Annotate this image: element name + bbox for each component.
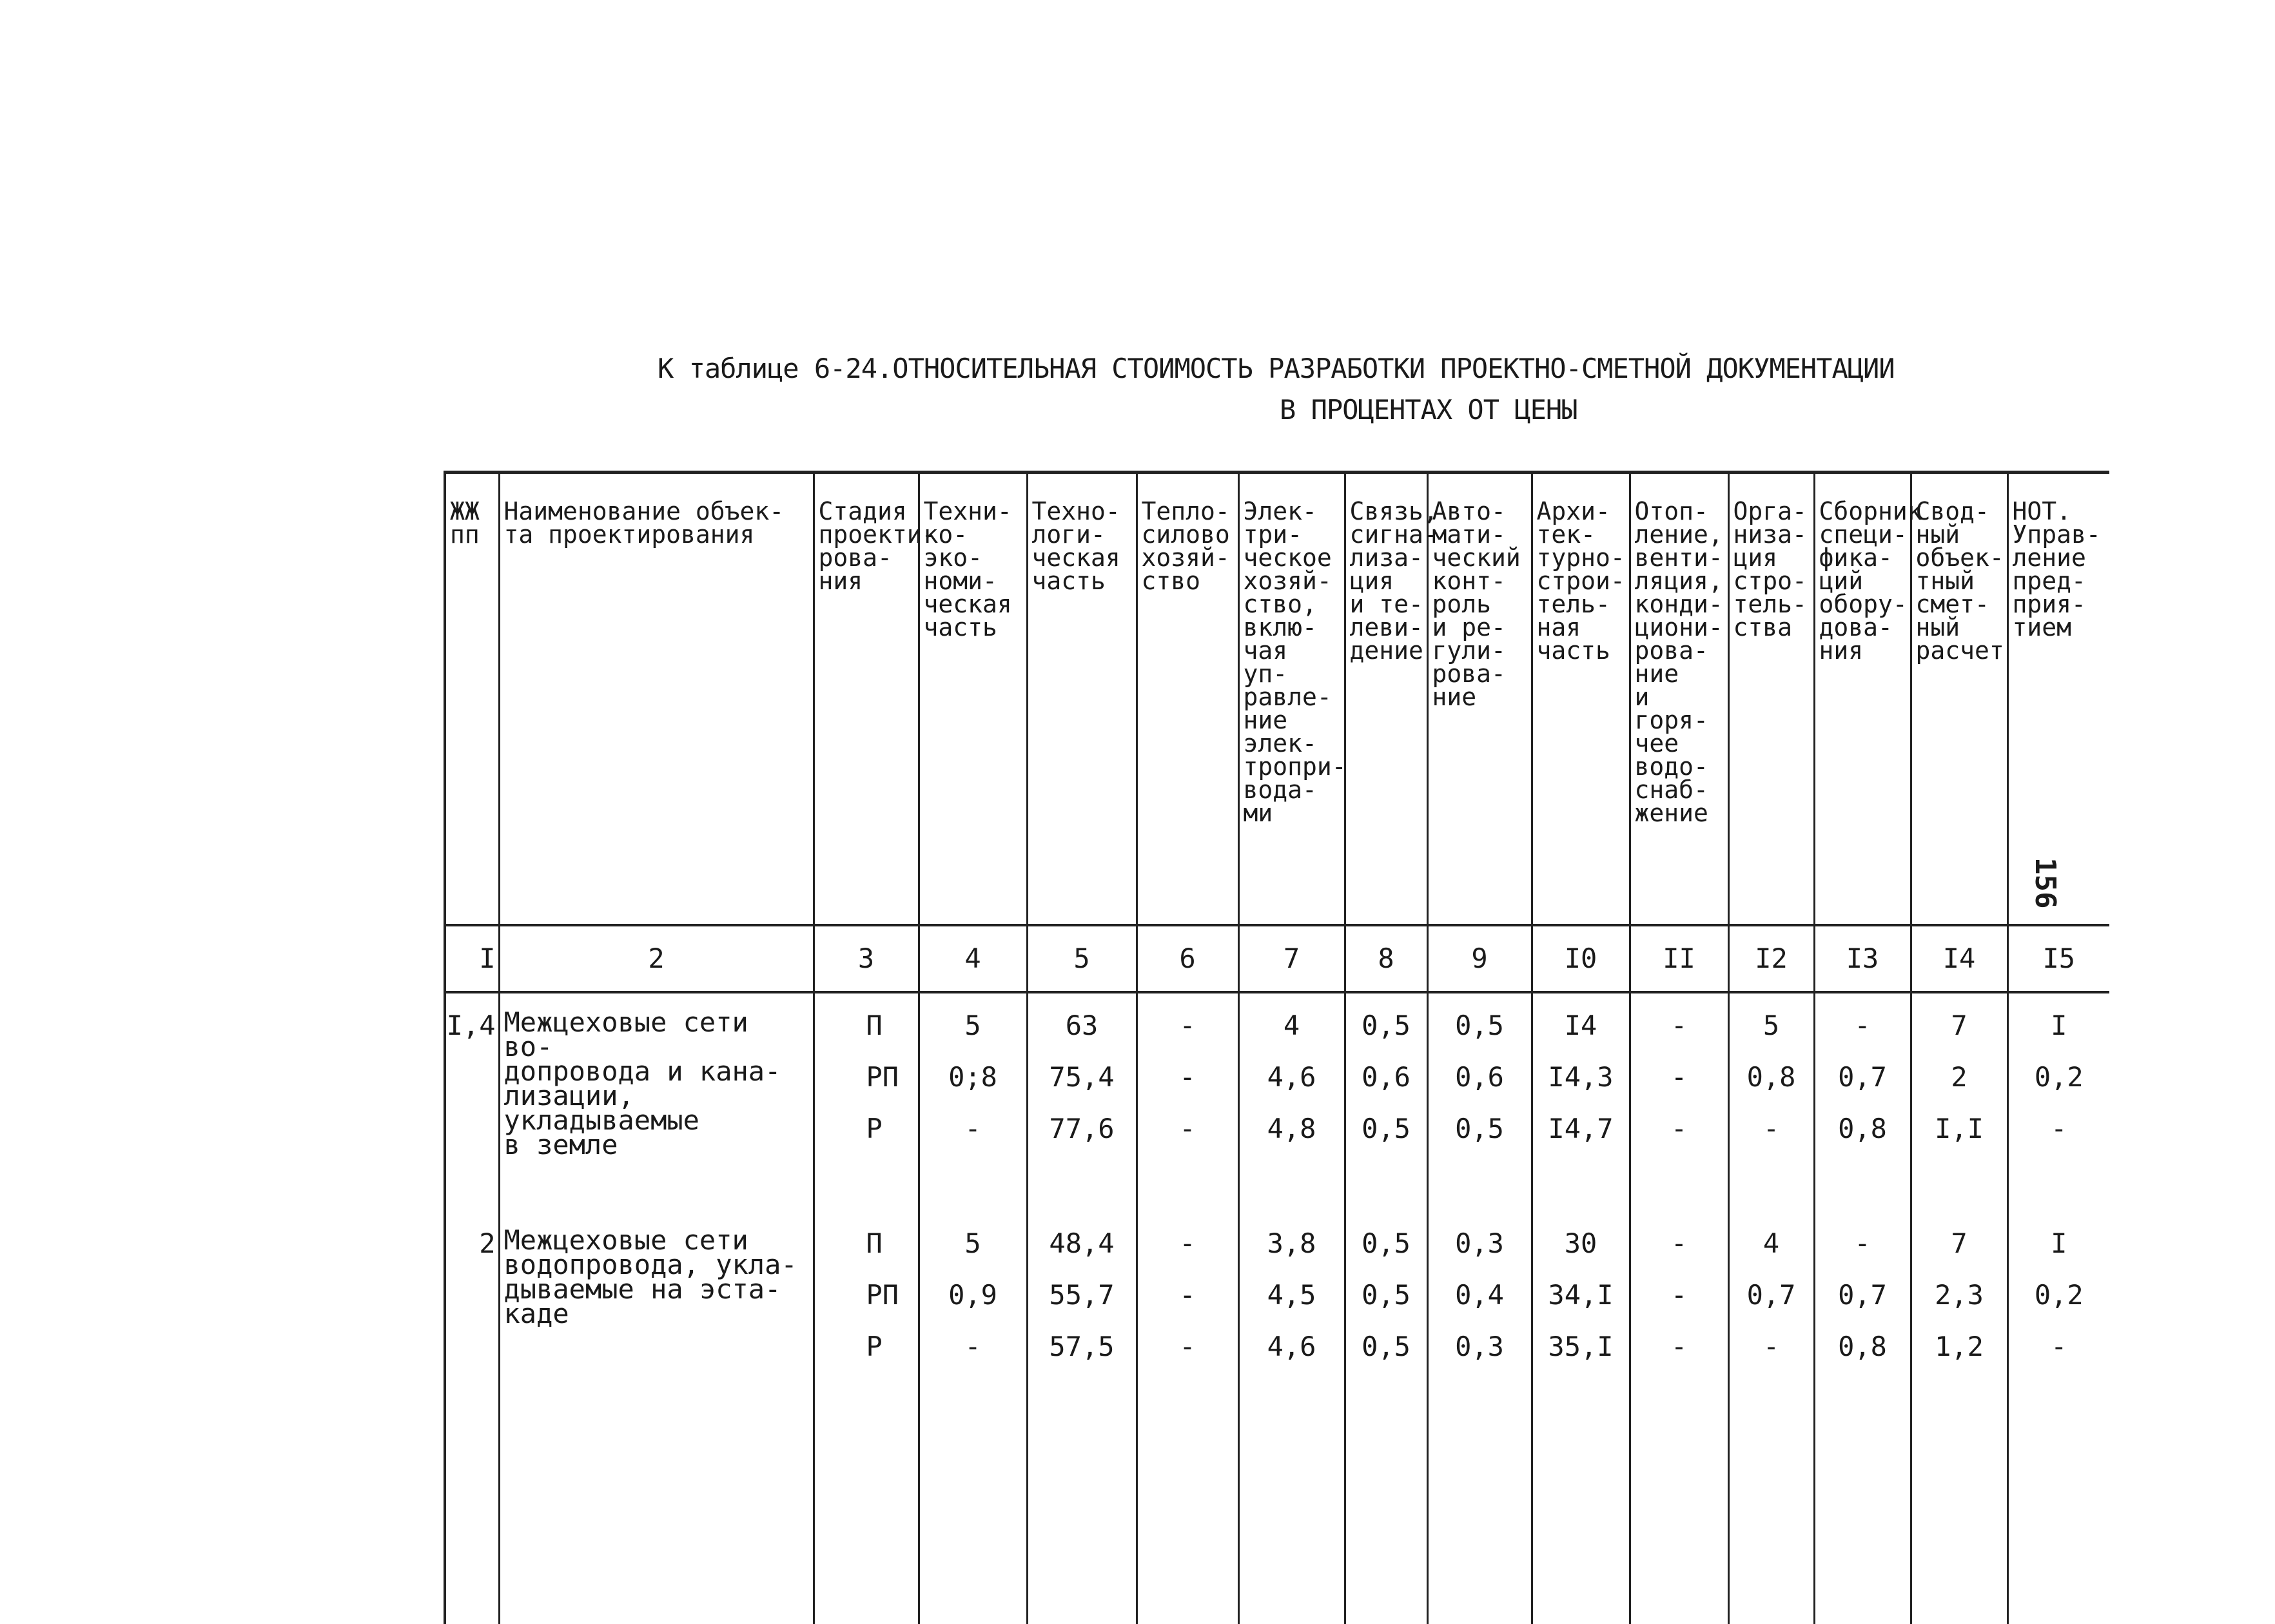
empty-cell [499,1431,814,1624]
cell-value: 3,8 [1267,1227,1316,1259]
column-header: Отоп- ление, венти- ляция, конди- циони- рова- ние и горя- чее водо- снаб- жение [1630,473,1728,925]
cell-value: 0,4 [1455,1278,1504,1311]
table-row [445,992,2109,1211]
cell-value: 4 [1762,1227,1780,1259]
cell-value: - [1179,1227,1196,1259]
cell-value: - [1670,1112,1688,1144]
cell-value: 0,7 [1838,1278,1887,1311]
value-cell [1427,992,1532,1211]
empty-cell [1238,1431,1345,1624]
object-name: Межцеховые сети во- допровода и кана- лизации, укладываемые в земле [499,992,814,1211]
column-header: Связь, сигна- лиза- ция и те- леви- дение [1345,473,1427,925]
column-number: I [445,925,499,992]
empty-cell [1630,1431,1728,1624]
cell-value: - [1179,1112,1196,1144]
column-number: I4 [1911,925,2007,992]
cell-value: 57,5 [1049,1330,1115,1362]
cell-value: 30 [1564,1227,1597,1259]
cell-value: 1,2 [1935,1330,1984,1362]
cell-value: - [1762,1330,1780,1362]
row-number: I,4 [445,992,499,1211]
cell-value: 2,3 [1935,1278,1984,1311]
empty-cell [919,1431,1027,1624]
value-cell [1027,1211,1137,1431]
table-row [445,1211,2109,1431]
cell-value: I4,3 [1548,1061,1614,1093]
stage-value: Р [866,1112,883,1144]
cell-value: - [1762,1112,1780,1144]
cell-value: I,I [1935,1112,1984,1144]
column-number-row [445,925,2109,992]
column-number: II [1630,925,1728,992]
cell-value: - [1670,1227,1688,1259]
empty-cell [1532,1431,1630,1624]
empty-cell [1728,1431,1814,1624]
column-header: Наименование объек- та проектирования [499,473,814,925]
cell-value: 0,5 [1362,1112,1411,1144]
cell-value: 0,3 [1455,1330,1504,1362]
cell-value: 35,I [1548,1330,1614,1362]
page-number: 156 [2029,857,2062,909]
cell-value: 7 [1951,1009,1967,1041]
value-cell [1728,992,1814,1211]
cell-value: - [1179,1009,1196,1041]
empty-cell [1137,1431,1238,1624]
column-header: Техно- логи- ческая часть [1027,473,1137,925]
empty-cell [1814,1431,1911,1624]
empty-cell [445,1431,499,1624]
value-cell [1427,1211,1532,1431]
cell-value: 77,6 [1049,1112,1115,1144]
cell-value: 0,7 [1838,1061,1887,1093]
cell-value: 2 [1951,1061,1967,1093]
value-cell [1238,992,1345,1211]
cell-value: 5 [964,1009,981,1041]
cell-value: - [1670,1009,1688,1041]
cell-value: - [1179,1278,1196,1311]
cell-value: 63 [1065,1009,1098,1041]
column-header: Орга- низа- ция стро- тель- ства [1728,473,1814,925]
value-cell [1345,1211,1427,1431]
stage-value: П [866,1009,883,1041]
cell-value: 48,4 [1049,1227,1115,1259]
table-filler-row [445,1431,2109,1624]
cell-value: 7 [1951,1227,1967,1259]
value-cell [2007,992,2109,1211]
column-number: I0 [1532,925,1630,992]
cost-table [444,471,2109,1624]
cell-value: 4,6 [1267,1061,1316,1093]
cell-value: 0,3 [1455,1227,1504,1259]
value-cell [1911,1211,2007,1431]
cell-value: - [964,1112,981,1144]
cell-value: 0,7 [1746,1278,1796,1311]
value-cell [1238,1211,1345,1431]
cell-value: - [1854,1009,1871,1041]
cell-value: 4,6 [1267,1330,1316,1362]
value-cell [1911,992,2007,1211]
column-header: Архи- тек- турно- строи- тель- ная часть [1532,473,1630,925]
cell-value: 4,5 [1267,1278,1316,1311]
empty-cell [1027,1431,1137,1624]
cell-value: - [964,1330,981,1362]
cell-value: 5 [964,1227,981,1259]
column-number: I5 [2007,925,2109,992]
cell-value: - [2051,1112,2067,1144]
column-header: Тепло- силово хозяй- ство [1137,473,1238,925]
stage-cell [814,992,919,1211]
cell-value: 0,5 [1362,1278,1411,1311]
cell-value: I4,7 [1548,1112,1614,1144]
column-header: Элек- три- ческое хозяй- ство, вклю- чая уп- равле- ние элек- тропри- вода- ми [1238,473,1345,925]
empty-cell [1427,1431,1532,1624]
column-number: 2 [499,925,814,992]
cell-value: 34,I [1548,1278,1614,1311]
empty-cell [814,1431,919,1624]
cell-value: 0,9 [948,1278,997,1311]
column-header: Сборник специ- фика- ций обору- дова- ния [1814,473,1911,925]
cell-value: - [1179,1061,1196,1093]
empty-cell [1911,1431,2007,1624]
title-line-2: В ПРОЦЕНТАХ ОТ ЦЕНЫ [1280,394,1577,426]
empty-cell [2007,1431,2109,1624]
page-title [658,348,1947,431]
empty-cell [1345,1431,1427,1624]
column-number: 8 [1345,925,1427,992]
stage-value: РП [866,1061,899,1093]
cell-value: 0,5 [1455,1009,1504,1041]
cell-value: 0,6 [1362,1061,1411,1093]
value-cell [1630,1211,1728,1431]
title-line-1: К таблице 6-24.ОТНОСИТЕЛЬНАЯ СТОИМОСТЬ РАЗРАБОТКИ ПРОЕКТНО-СМЕТНОЙ ДОКУМЕНТАЦИИ [658,353,1895,384]
cell-value: - [1670,1278,1688,1311]
value-cell [1137,1211,1238,1431]
cell-value: 0,6 [1455,1061,1504,1093]
cell-value: - [1670,1330,1688,1362]
value-cell [1532,1211,1630,1431]
cell-value: 4,8 [1267,1112,1316,1144]
cell-value: - [1854,1227,1871,1259]
value-cell [1728,1211,1814,1431]
cell-value: - [2051,1330,2067,1362]
table-header-row [445,473,2109,925]
value-cell [1814,1211,1911,1431]
cell-value: 0,8 [1838,1330,1887,1362]
stage-cell [814,1211,919,1431]
stage-value: П [866,1227,883,1259]
column-number: 4 [919,925,1027,992]
cell-value: - [1670,1061,1688,1093]
column-header: НОТ. Управ- ление пред- прия- тием [2007,473,2109,925]
value-cell [1137,992,1238,1211]
column-number: I2 [1728,925,1814,992]
cell-value: 5 [1762,1009,1780,1041]
column-number: 5 [1027,925,1137,992]
cell-value: 0,5 [1362,1227,1411,1259]
value-cell [2007,1211,2109,1431]
cell-value: 0,5 [1362,1009,1411,1041]
column-number: 3 [814,925,919,992]
column-number: 6 [1137,925,1238,992]
value-cell [919,1211,1027,1431]
column-number: 9 [1427,925,1532,992]
column-header: Свод- ный объек- тный смет- ный расчет [1911,473,2007,925]
value-cell [1630,992,1728,1211]
cell-value: 75,4 [1049,1061,1115,1093]
column-header: Авто- мати- ческий конт- роль и ре- гули- рова- ние [1427,473,1532,925]
cell-value: 0,5 [1362,1330,1411,1362]
value-cell [1814,992,1911,1211]
stage-value: Р [866,1330,883,1362]
cell-value: 0;8 [948,1061,997,1093]
value-cell [1532,992,1630,1211]
column-header: Техни- ко-эко- номи- ческая часть [919,473,1027,925]
cell-value: 0,8 [1838,1112,1887,1144]
value-cell [919,992,1027,1211]
column-header: ЖЖ пп [445,473,499,925]
cell-value: I4 [1564,1009,1597,1041]
row-number: 2 [445,1211,499,1431]
cell-value: 0,8 [1746,1061,1796,1093]
column-number: 7 [1238,925,1345,992]
cell-value: I [2051,1227,2067,1259]
cell-value: I [2051,1009,2067,1041]
value-cell [1027,992,1137,1211]
cell-value: - [1179,1330,1196,1362]
column-header: Стадия проекти- рова- ния [814,473,919,925]
cell-value: 4 [1283,1009,1300,1041]
value-cell [1345,992,1427,1211]
cell-value: 0,2 [2034,1278,2084,1311]
cell-value: 0,2 [2034,1061,2084,1093]
column-number: I3 [1814,925,1911,992]
cell-value: 55,7 [1049,1278,1115,1311]
object-name: Межцеховые сети водопровода, укла- дываемые на эста- каде [499,1211,814,1431]
cell-value: 0,5 [1455,1112,1504,1144]
stage-value: РП [866,1278,899,1311]
